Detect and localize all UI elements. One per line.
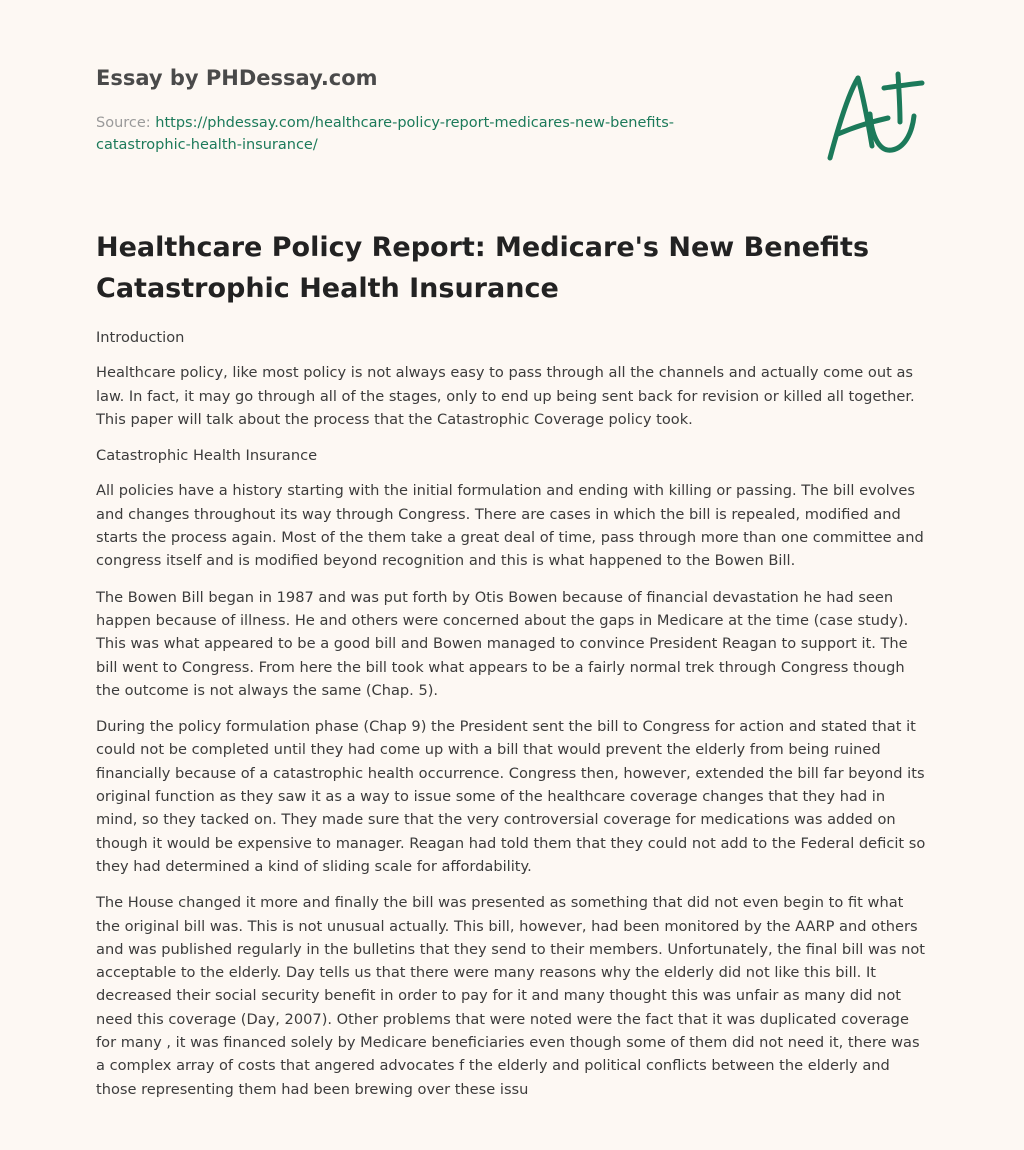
paragraph-4: During the policy formulation phase (Chap 9) the President sent the bill to Congress for action and stated that it could not be completed until they had come up with a bill that would prevent the elderly from being ruined financially because of a catastrophic health occurrence. Congress then, however, extended the bill far beyond its original function as they saw it as a way to issue some of the healthcare coverage changes that they had in mind, so they tacked on. They made sure that the very controversial coverage for medications was added on though it would be expensive to manager. Reagan had told them that they could not add to the Federal deficit so they had determined a kind of sliding scale for affordability. xyxy=(96,718,926,875)
section-heading-introduction: Introduction xyxy=(96,329,185,346)
essay-title: Healthcare Policy Report: Medicare's New Benefits Catastrophic Health Insurance xyxy=(96,232,870,304)
essay-body xyxy=(96,326,930,1114)
site-brand: Essay by PHDessay.com xyxy=(96,66,378,90)
a-plus-grade-icon xyxy=(818,66,928,166)
paragraph-2: All policies have a history starting with the initial formulation and ending with killing or passing. The bill evolves and changes throughout its way through Congress. There are cases in which the bill is repealed, modified and starts the process again. Most of the them take a great deal of time, pass through more than one committee and congress itself and is modified beyond recognition and this is what happened to the Bowen Bill. xyxy=(96,482,924,570)
source-label: Source: xyxy=(96,115,151,131)
source-link[interactable]: https://phdessay.com/healthcare-policy-report-medicares-new-benefits-catastrophic-health-insurance/ xyxy=(96,115,675,153)
paragraph-5: The House changed it more and finally the bill was presented as something that did not even begin to fit what the original bill was. This is not unusual actually. This bill, however, had been monitored by the AARP and others and was published regularly in the bulletins that they send to their members. Unfortunately, the final bill was not acceptable to the elderly. Day tells us that there were many reasons why the elderly did not like this bill. It decreased their social security benefit in order to pay for it and many thought this was unfair as many did not need this coverage (Day, 2007). Other problems that were noted were the fact that it was duplicated coverage for many , it was financed solely by Medicare beneficiaries even though some of them did not need it, there was a complex array of costs that angered advocates f the elderly and political conflicts between the elderly and those representing them had been brewing over these issu xyxy=(96,894,926,1098)
source-line xyxy=(96,112,736,156)
paragraph-1: Healthcare policy, like most policy is not always easy to pass through all the channels and actually come out as law. In fact, it may go through all of the stages, only to end up being sent back for revision or killed all together. This paper will talk about the process that the Catastrophic Coverage policy took. xyxy=(96,364,915,428)
section-heading-catastrophic: Catastrophic Health Insurance xyxy=(96,447,318,465)
paragraph-3: The Bowen Bill began in 1987 and was put forth by Otis Bowen because of financial devastation he had seen happen because of illness. He and others were concerned about the gaps in Medicare at the time (case study). This was what appeared to be a good bill and Bowen managed to convince President Reagan to support it. The bill went to Congress. From here the bill took what appears to be a fairly normal trek through Congress though the outcome is not always the same (Chap. 5). xyxy=(96,588,909,699)
